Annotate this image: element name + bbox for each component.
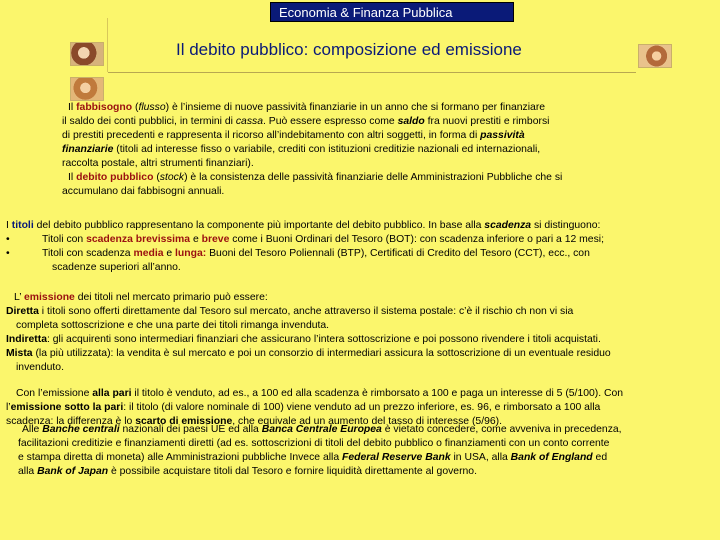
portrait-thumbnail-icon (638, 44, 672, 68)
portrait-thumbnail-icon (70, 77, 104, 101)
paragraph-fabbisogno: Il fabbisogno (flusso) è l’insieme di nuove passività finanziarie in un anno che si formano per finanziare il saldo dei conti pubblici, in termini di cassa. Può essere espresso come saldo fra nuovi prestiti e rimborsi di prestiti precedenti e rappresenta il ricorso all’indebitamento con altri soggetti, in forma di passività finanziarie (titoli ad interesse fisso o variabile, crediti con istituzioni creditizie nazionali ed internazionali, raccolta postale, altri strumenti finanziari). Il debito pubblico (stock) è la consistenza delle passività finanziarie delle Amministrazioni Pubbliche che si accumulano dai fabbisogni annuali. (62, 102, 563, 197)
paragraph-emissione: L’ emissione dei titoli nel mercato primario può essere: Diretta i titoli sono offerti direttamente dal Tesoro sul mercato, anche attraverso il sistema postale: c’è il rischio ch non vi sia completa sottoscrizione e che una parte dei titoli rimanga invenduta. Indiretta: gli acquirenti sono intermediari finanziari che assicurano l’intera sottoscrizione e poi possono rivendere i titoli acquistati. Mista (la più utilizzata): la vendita è sul mercato e poi un consorzio di intermediari assicura la sottoscrizione di un eventuale residuo invenduto. (6, 292, 611, 373)
divider-horizontal (108, 72, 636, 73)
paragraph-emissione-pari: Con l’emissione alla pari il titolo è venduto, ad es., a 100 ed alla scadenza è rimborsato a 100 e paga un interesse di 5 (5/100). Con l’emissione sotto la pari: il titolo (di valore nominale di 100) viene venduto ad un prezzo inferiore, es. 96, e rimborsato a 100 alla scadenza: la differenza è lo scarto di emissione, che equivale ad un aumento del tasso di interesse (5/96). (6, 388, 624, 427)
course-header: Economia & Finanza Pubblica (270, 2, 514, 22)
portrait-thumbnail-icon (70, 42, 104, 66)
paragraph-banche-centrali: Alle Banche centrali nazionali dei paesi UE ed alla Banca Centrale Europea è vietato concedere, come avveniva in precedenza, facilitazioni creditizie e finanziamenti diretti (ad es. sottoscrizioni di titoli del debito pubblico o finanziamenti con un conto corrente e stampa diretta di moneta) alle Amministrazioni pubbliche Invece alla Federal Reserve Bank in USA, alla Bank of England ed alla Bank of Japan è possibile acquistare titoli dal Tesoro e fornire liquidità direttamente al governo. (18, 424, 622, 477)
divider-vertical (107, 18, 108, 72)
paragraph-titoli: I titoli del debito pubblico rappresentano la componente più importante del debito pubblico. In base alla scadenza si distinguono: • Titoli con scadenza brevissima e breve come i Buoni Ordinari del Tesoro (BOT): con scadenza inferiore o pari a 12 mesi; • Titoli con scadenza media e lunga: Buoni del Tesoro Poliennali (BTP), Certificati di Credito del Tesoro (CCT), ecc., con scadenze superiori all’anno. (6, 220, 604, 273)
slide-title: Il debito pubblico: composizione ed emissione (176, 40, 522, 59)
